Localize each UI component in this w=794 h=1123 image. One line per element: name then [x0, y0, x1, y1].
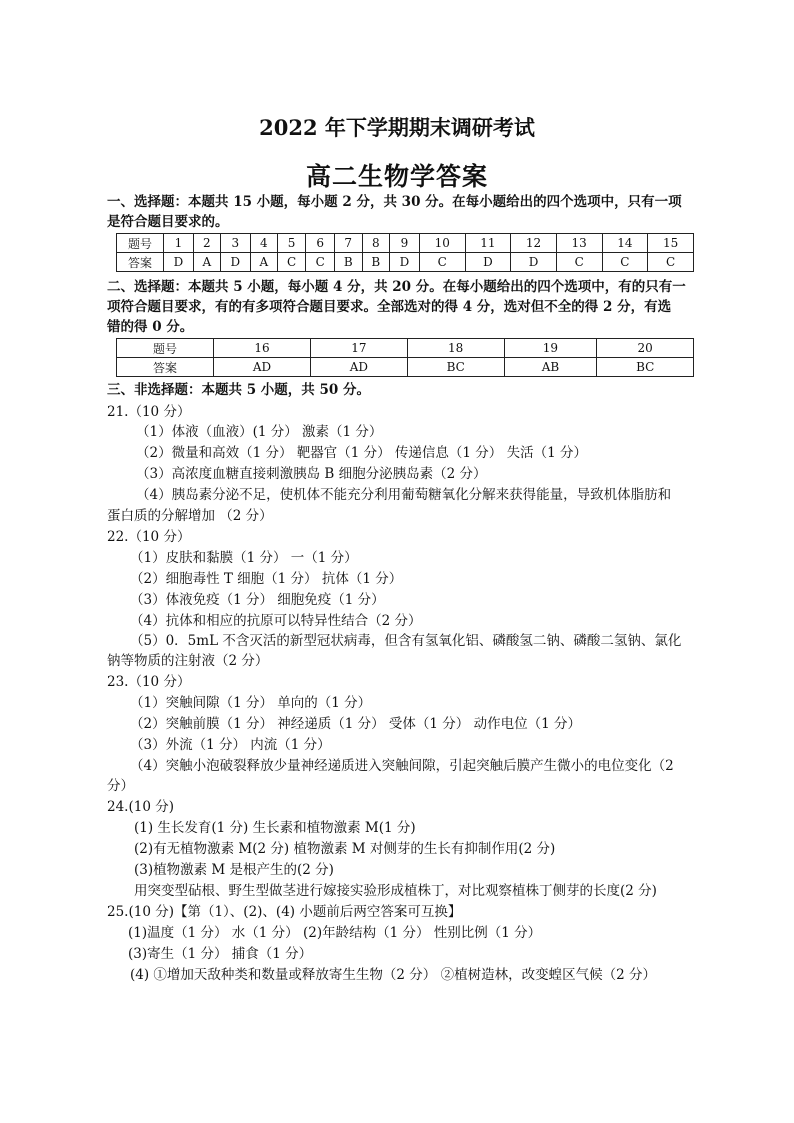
- answer-line: （4）突触小泡破裂释放少量神经递质进入突触间隙，引起突触后膜产生微小的电位变化（2: [130, 758, 674, 774]
- answer-line: (3)寄生（1 分） 捕食（1 分）: [128, 946, 313, 962]
- section2-heading-line1: 二、选择题：本题共 5 小题，每小题 4 分，共 20 分。在每小题给出的四个选项中，有的只有一: [107, 279, 686, 295]
- answer-cell: AD: [310, 358, 407, 377]
- answer-cell: C: [648, 253, 694, 272]
- answer-line: （3）体液免疫（1 分） 细胞免疫（1 分）: [130, 592, 385, 608]
- answer-cell: B: [334, 253, 362, 272]
- question-cell: 6: [306, 234, 335, 253]
- question-cell: 18: [407, 339, 504, 358]
- answer-line: （5）0．5mL 不含灭活的新型冠状病毒，但含有氢氧化铝、磷酸氢二钠、磷酸二氢钠、氯化: [130, 633, 682, 649]
- question-cell: 11: [465, 234, 511, 253]
- question-cell: 5: [277, 234, 306, 253]
- question-cell: 16: [214, 339, 311, 358]
- question-cell: 4: [250, 234, 277, 253]
- answer-cell: D: [220, 253, 250, 272]
- answer-line: 钠等物质的注射液（2 分）: [107, 653, 269, 669]
- answer-line: (4) ①增加天敌种类和数量或释放寄生生物（2 分） ②植树造林，改变蝗区气候（2 分）: [130, 967, 656, 983]
- answer-line: (1)温度（1 分） 水（1 分） (2)年龄结构（1 分） 性别比例（1 分）: [128, 925, 542, 941]
- answer-line: （4）抗体和相应的抗原可以特异性结合（2 分）: [130, 613, 422, 629]
- answer-cell: C: [277, 253, 306, 272]
- section1-heading-line1: 一、选择题：本题共 15 小题，每小题 2 分，共 30 分。在每小题给出的四个选项中，只有一项: [107, 194, 682, 210]
- section2-heading-line3: 错的得 0 分。: [107, 319, 194, 335]
- section1-answer-table: [116, 233, 694, 272]
- answer-cell: C: [556, 253, 602, 272]
- question-22-header: 22.（10 分）: [107, 529, 191, 545]
- answer-line: (1) 生长发育(1 分) 生长素和植物激素 M(1 分): [134, 820, 416, 836]
- answer-cell: AB: [504, 358, 597, 377]
- table-row-questions: [117, 339, 694, 358]
- question-cell: 10: [419, 234, 465, 253]
- answer-line: （1）体液（血液）(1 分） 激素（1 分）: [136, 424, 383, 440]
- question-21-header: 21.（10 分）: [107, 404, 191, 420]
- question-cell: 13: [556, 234, 602, 253]
- answer-cell: D: [390, 253, 420, 272]
- question-cell: 8: [362, 234, 390, 253]
- answer-cell: BC: [407, 358, 504, 377]
- row-label-question: 题号: [117, 339, 214, 358]
- question-cell: 15: [648, 234, 694, 253]
- answer-line: （1）皮肤和黏膜（1 分） 一（1 分）: [130, 550, 358, 566]
- section1-heading-line2: 是符合题目要求的。: [107, 214, 229, 230]
- question-cell: 14: [602, 234, 648, 253]
- answer-cell: D: [164, 253, 194, 272]
- question-cell: 19: [504, 339, 597, 358]
- answer-line: （3）外流（1 分） 内流（1 分）: [130, 737, 331, 753]
- exam-title: 2022 年下学期期末调研考试: [259, 115, 535, 140]
- answer-cell: C: [419, 253, 465, 272]
- answer-cell: C: [602, 253, 648, 272]
- question-23-header: 23.（10 分）: [107, 674, 191, 690]
- answer-line: （2）微量和高效（1 分） 靶器官（1 分） 传递信息（1 分） 失活（1 分）: [136, 445, 587, 461]
- answer-line: （4）胰岛素分泌不足，使机体不能充分利用葡萄糖氧化分解来获得能量，导致机体脂肪和: [136, 487, 672, 503]
- answer-cell: A: [193, 253, 220, 272]
- answer-line: 蛋白质的分解增加 （2 分）: [107, 508, 273, 524]
- answer-line: （2）突触前膜（1 分） 神经递质（1 分） 受体（1 分） 动作电位（1 分）: [130, 716, 581, 732]
- question-cell: 7: [334, 234, 362, 253]
- answer-line: （1）突触间隙（1 分） 单向的（1 分）: [130, 695, 372, 711]
- answer-cell: A: [250, 253, 277, 272]
- question-cell: 2: [193, 234, 220, 253]
- answer-line: 分）: [107, 778, 134, 794]
- answer-cell: C: [306, 253, 335, 272]
- answer-cell: AD: [214, 358, 311, 377]
- answer-line: 用突变型砧根、野生型做茎进行嫁接实验形成植株丁，对比观察植株丁侧芽的长度(2 分): [134, 883, 657, 899]
- answer-line: (3)植物激素 M 是根产生的(2 分): [134, 862, 334, 878]
- question-cell: 20: [597, 339, 694, 358]
- answer-title: 高二生物学答案: [305, 162, 488, 191]
- answer-cell: D: [465, 253, 511, 272]
- table-row-questions: [117, 234, 694, 253]
- table-row-answers: [117, 253, 694, 272]
- question-cell: 9: [390, 234, 420, 253]
- question-cell: 12: [511, 234, 557, 253]
- table-row-answers: [117, 358, 694, 377]
- question-24-header: 24.(10 分): [107, 799, 174, 815]
- answer-cell: B: [362, 253, 390, 272]
- section2-answer-table: [116, 338, 694, 377]
- question-25-header: 25.(10 分)【第（1）、(2)、(4) 小题前后两空答案可互换】: [107, 904, 462, 920]
- question-cell: 1: [164, 234, 194, 253]
- answer-cell: BC: [597, 358, 694, 377]
- answer-line: （3）高浓度血糖直接刺激胰岛 B 细胞分泌胰岛素（2 分）: [136, 466, 487, 482]
- row-label-question: 题号: [117, 234, 164, 253]
- section2-heading-line2: 项符合题目要求，有的有多项符合题目要求。全部选对的得 4 分，选对但不全的得 2 分，有选: [107, 299, 672, 315]
- answer-line: （2）细胞毒性 T 细胞（1 分） 抗体（1 分）: [130, 571, 403, 587]
- section3-heading: 三、非选择题：本题共 5 小题，共 50 分。: [107, 382, 370, 398]
- row-label-answer: 答案: [117, 358, 214, 377]
- question-cell: 17: [310, 339, 407, 358]
- answer-line: (2)有无植物激素 M(2 分) 植物激素 M 对侧芽的生长有抑制作用(2 分): [134, 841, 556, 857]
- question-cell: 3: [220, 234, 250, 253]
- row-label-answer: 答案: [117, 253, 164, 272]
- answer-cell: D: [511, 253, 557, 272]
